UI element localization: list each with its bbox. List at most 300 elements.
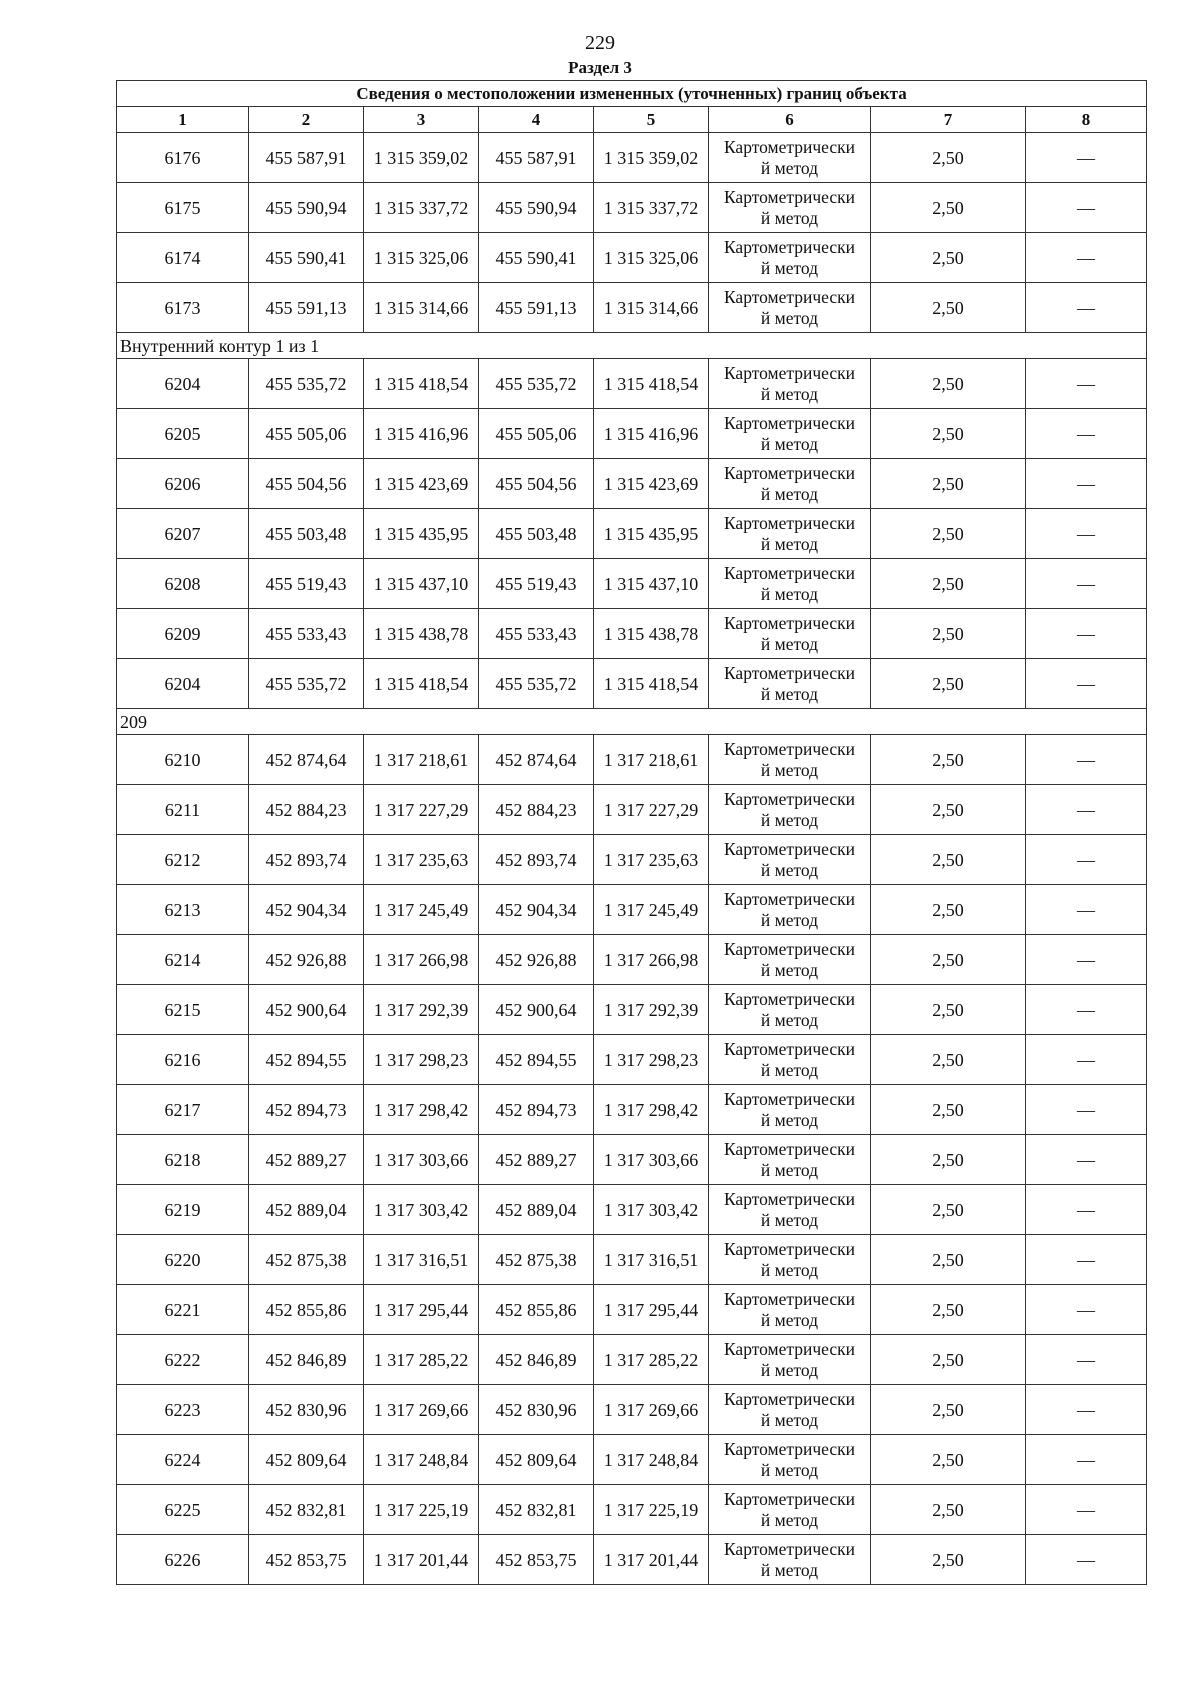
x-existing-cell: 452 894,55 [249, 1035, 364, 1085]
note-cell: — [1026, 233, 1147, 283]
point-number-cell: 6224 [117, 1435, 249, 1485]
x-existing-cell: 452 894,73 [249, 1085, 364, 1135]
method-text-line1: Картометрически [723, 888, 856, 909]
note-cell: — [1026, 985, 1147, 1035]
y-existing-cell: 1 317 303,42 [364, 1185, 479, 1235]
y-existing-cell: 1 315 314,66 [364, 283, 479, 333]
method-text-line1: Картометрически [723, 612, 856, 633]
table-row [117, 559, 1147, 609]
y-existing-cell: 1 317 316,51 [364, 1235, 479, 1285]
x-new-cell: 452 894,73 [479, 1085, 594, 1135]
y-new-cell: 1 317 298,23 [594, 1035, 709, 1085]
y-existing-cell: 1 317 245,49 [364, 885, 479, 935]
x-existing-cell: 455 503,48 [249, 509, 364, 559]
accuracy-cell: 2,50 [871, 1185, 1026, 1235]
method-text-line2: й метод [760, 1159, 819, 1180]
x-existing-cell: 455 533,43 [249, 609, 364, 659]
method-text-line2: й метод [760, 859, 819, 880]
method-text-line2: й метод [760, 157, 819, 178]
table-title: Сведения о местоположении измененных (уточненных) границ объекта [117, 81, 1147, 107]
x-new-cell: 452 889,27 [479, 1135, 594, 1185]
method-text-line2: й метод [760, 1259, 819, 1280]
method-cell [709, 133, 871, 183]
note-cell: — [1026, 659, 1147, 709]
note-cell: — [1026, 735, 1147, 785]
method-text-line1: Картометрически [723, 1438, 856, 1459]
point-number-cell: 6220 [117, 1235, 249, 1285]
column-number: 4 [479, 107, 594, 133]
accuracy-cell: 2,50 [871, 835, 1026, 885]
y-existing-cell: 1 317 225,19 [364, 1485, 479, 1535]
x-existing-cell: 452 874,64 [249, 735, 364, 785]
point-number-cell: 6208 [117, 559, 249, 609]
x-new-cell: 452 889,04 [479, 1185, 594, 1235]
y-existing-cell: 1 317 269,66 [364, 1385, 479, 1435]
table-row [117, 659, 1147, 709]
y-new-cell: 1 315 437,10 [594, 559, 709, 609]
method-cell [709, 985, 871, 1035]
y-new-cell: 1 317 266,98 [594, 935, 709, 985]
y-new-cell: 1 315 337,72 [594, 183, 709, 233]
table-row [117, 409, 1147, 459]
y-new-cell: 1 317 298,42 [594, 1085, 709, 1135]
x-new-cell: 455 504,56 [479, 459, 594, 509]
x-new-cell: 452 846,89 [479, 1335, 594, 1385]
point-number-cell: 6205 [117, 409, 249, 459]
x-new-cell: 455 590,41 [479, 233, 594, 283]
coordinates-table [116, 80, 1147, 1585]
y-existing-cell: 1 317 303,66 [364, 1135, 479, 1185]
y-existing-cell: 1 315 435,95 [364, 509, 479, 559]
note-cell: — [1026, 835, 1147, 885]
x-existing-cell: 452 893,74 [249, 835, 364, 885]
x-new-cell: 452 904,34 [479, 885, 594, 935]
note-cell: — [1026, 885, 1147, 935]
y-existing-cell: 1 317 235,63 [364, 835, 479, 885]
accuracy-cell: 2,50 [871, 609, 1026, 659]
table-row [117, 1385, 1147, 1435]
y-existing-cell: 1 315 418,54 [364, 359, 479, 409]
y-new-cell: 1 315 423,69 [594, 459, 709, 509]
method-text-line1: Картометрически [723, 412, 856, 433]
point-number-cell: 6204 [117, 359, 249, 409]
method-text-line1: Картометрически [723, 1488, 856, 1509]
point-number-cell: 6215 [117, 985, 249, 1035]
note-cell: — [1026, 1535, 1147, 1585]
accuracy-cell: 2,50 [871, 785, 1026, 835]
point-number-cell: 6226 [117, 1535, 249, 1585]
x-existing-cell: 452 875,38 [249, 1235, 364, 1285]
x-new-cell: 455 587,91 [479, 133, 594, 183]
y-new-cell: 1 317 285,22 [594, 1335, 709, 1385]
x-existing-cell: 452 926,88 [249, 935, 364, 985]
accuracy-cell: 2,50 [871, 509, 1026, 559]
y-new-cell: 1 317 316,51 [594, 1235, 709, 1285]
method-text-line2: й метод [760, 683, 819, 704]
method-text-line1: Картометрически [723, 738, 856, 759]
x-existing-cell: 452 889,27 [249, 1135, 364, 1185]
x-existing-cell: 455 590,94 [249, 183, 364, 233]
point-number-cell: 6217 [117, 1085, 249, 1135]
table-row [117, 183, 1147, 233]
x-new-cell: 455 519,43 [479, 559, 594, 609]
y-existing-cell: 1 315 416,96 [364, 409, 479, 459]
y-existing-cell: 1 317 218,61 [364, 735, 479, 785]
method-text-line1: Картометрически [723, 186, 856, 207]
method-cell [709, 785, 871, 835]
method-text-line1: Картометрически [723, 136, 856, 157]
method-text-line1: Картометрически [723, 562, 856, 583]
table-row [117, 133, 1147, 183]
point-number-cell: 6214 [117, 935, 249, 985]
method-cell [709, 885, 871, 935]
point-number-cell: 6222 [117, 1335, 249, 1385]
method-text-line1: Картометрически [723, 788, 856, 809]
x-new-cell: 455 535,72 [479, 659, 594, 709]
accuracy-cell: 2,50 [871, 409, 1026, 459]
method-text-line1: Картометрически [723, 236, 856, 257]
table-row [117, 785, 1147, 835]
point-number-cell: 6174 [117, 233, 249, 283]
method-cell [709, 183, 871, 233]
table-row [117, 1135, 1147, 1185]
y-new-cell: 1 315 314,66 [594, 283, 709, 333]
method-cell [709, 659, 871, 709]
accuracy-cell: 2,50 [871, 183, 1026, 233]
method-text-line2: й метод [760, 207, 819, 228]
table-row [117, 1435, 1147, 1485]
method-text-line2: й метод [760, 1109, 819, 1130]
y-new-cell: 1 317 303,42 [594, 1185, 709, 1235]
y-existing-cell: 1 317 292,39 [364, 985, 479, 1035]
note-cell: — [1026, 1335, 1147, 1385]
method-text-line2: й метод [760, 809, 819, 830]
note-cell: — [1026, 1435, 1147, 1485]
method-cell [709, 1135, 871, 1185]
method-cell [709, 1535, 871, 1585]
method-text-line2: й метод [760, 959, 819, 980]
method-cell [709, 1235, 871, 1285]
note-cell: — [1026, 1385, 1147, 1435]
note-cell: — [1026, 509, 1147, 559]
x-existing-cell: 452 809,64 [249, 1435, 364, 1485]
method-text-line1: Картометрически [723, 1138, 856, 1159]
accuracy-cell: 2,50 [871, 1485, 1026, 1535]
accuracy-cell: 2,50 [871, 1085, 1026, 1135]
method-text-line2: й метод [760, 1209, 819, 1230]
note-cell: — [1026, 359, 1147, 409]
y-new-cell: 1 317 295,44 [594, 1285, 709, 1335]
note-cell: — [1026, 785, 1147, 835]
y-existing-cell: 1 317 298,42 [364, 1085, 479, 1135]
point-number-cell: 6216 [117, 1035, 249, 1085]
point-number-cell: 6223 [117, 1385, 249, 1435]
point-number-cell: 6211 [117, 785, 249, 835]
table-title-row [117, 81, 1147, 107]
section-title: Раздел 3 [568, 58, 632, 77]
accuracy-cell: 2,50 [871, 885, 1026, 935]
accuracy-cell: 2,50 [871, 659, 1026, 709]
accuracy-cell: 2,50 [871, 1285, 1026, 1335]
contour-group-label: 209 [117, 709, 1147, 735]
table-row [117, 985, 1147, 1035]
method-text-line2: й метод [760, 633, 819, 654]
note-cell: — [1026, 283, 1147, 333]
column-number: 5 [594, 107, 709, 133]
x-new-cell: 455 590,94 [479, 183, 594, 233]
note-cell: — [1026, 1135, 1147, 1185]
column-number: 2 [249, 107, 364, 133]
x-new-cell: 455 533,43 [479, 609, 594, 659]
y-new-cell: 1 317 269,66 [594, 1385, 709, 1435]
accuracy-cell: 2,50 [871, 1385, 1026, 1435]
y-existing-cell: 1 317 227,29 [364, 785, 479, 835]
point-number-cell: 6175 [117, 183, 249, 233]
accuracy-cell: 2,50 [871, 1535, 1026, 1585]
x-new-cell: 452 853,75 [479, 1535, 594, 1585]
x-existing-cell: 455 535,72 [249, 359, 364, 409]
method-text-line2: й метод [760, 483, 819, 504]
point-number-cell: 6219 [117, 1185, 249, 1235]
x-new-cell: 455 591,13 [479, 283, 594, 333]
y-new-cell: 1 315 325,06 [594, 233, 709, 283]
y-new-cell: 1 317 248,84 [594, 1435, 709, 1485]
x-new-cell: 452 900,64 [479, 985, 594, 1035]
x-new-cell: 452 809,64 [479, 1435, 594, 1485]
table-row [117, 1035, 1147, 1085]
accuracy-cell: 2,50 [871, 233, 1026, 283]
note-cell: — [1026, 133, 1147, 183]
method-text-line1: Картометрически [723, 362, 856, 383]
note-cell: — [1026, 183, 1147, 233]
method-text-line1: Картометрически [723, 1338, 856, 1359]
method-text-line2: й метод [760, 433, 819, 454]
table-row [117, 1185, 1147, 1235]
point-number-cell: 6213 [117, 885, 249, 935]
accuracy-cell: 2,50 [871, 985, 1026, 1035]
y-new-cell: 1 317 218,61 [594, 735, 709, 785]
method-text-line1: Картометрически [723, 838, 856, 859]
x-existing-cell: 452 830,96 [249, 1385, 364, 1435]
y-new-cell: 1 315 418,54 [594, 359, 709, 409]
method-cell [709, 1485, 871, 1535]
table-row [117, 1335, 1147, 1385]
x-new-cell: 452 875,38 [479, 1235, 594, 1285]
point-number-cell: 6225 [117, 1485, 249, 1535]
method-text-line2: й метод [760, 1059, 819, 1080]
method-cell [709, 1035, 871, 1085]
y-new-cell: 1 317 235,63 [594, 835, 709, 885]
accuracy-cell: 2,50 [871, 935, 1026, 985]
contour-group-row [117, 333, 1147, 359]
column-number: 1 [117, 107, 249, 133]
x-new-cell: 452 926,88 [479, 935, 594, 985]
x-new-cell: 452 894,55 [479, 1035, 594, 1085]
note-cell: — [1026, 1485, 1147, 1535]
column-number: 6 [709, 107, 871, 133]
y-new-cell: 1 317 201,44 [594, 1535, 709, 1585]
x-new-cell: 452 884,23 [479, 785, 594, 835]
column-number: 7 [871, 107, 1026, 133]
point-number-cell: 6204 [117, 659, 249, 709]
note-cell: — [1026, 1035, 1147, 1085]
x-existing-cell: 455 504,56 [249, 459, 364, 509]
column-number-row [117, 107, 1147, 133]
method-cell [709, 935, 871, 985]
accuracy-cell: 2,50 [871, 459, 1026, 509]
method-text-line2: й метод [760, 383, 819, 404]
method-text-line1: Картометрически [723, 1538, 856, 1559]
method-text-line2: й метод [760, 1509, 819, 1530]
y-existing-cell: 1 317 266,98 [364, 935, 479, 985]
method-cell [709, 283, 871, 333]
y-new-cell: 1 317 303,66 [594, 1135, 709, 1185]
method-text-line2: й метод [760, 583, 819, 604]
x-existing-cell: 455 591,13 [249, 283, 364, 333]
accuracy-cell: 2,50 [871, 133, 1026, 183]
method-text-line1: Картометрически [723, 1238, 856, 1259]
x-existing-cell: 452 853,75 [249, 1535, 364, 1585]
method-cell [709, 1185, 871, 1235]
table-row [117, 359, 1147, 409]
method-text-line1: Картометрически [723, 1088, 856, 1109]
method-cell [709, 1335, 871, 1385]
method-text-line2: й метод [760, 533, 819, 554]
x-existing-cell: 452 889,04 [249, 1185, 364, 1235]
method-cell [709, 1085, 871, 1135]
y-existing-cell: 1 315 325,06 [364, 233, 479, 283]
accuracy-cell: 2,50 [871, 283, 1026, 333]
accuracy-cell: 2,50 [871, 1135, 1026, 1185]
column-number: 8 [1026, 107, 1147, 133]
method-text-line1: Картометрически [723, 1288, 856, 1309]
method-cell [709, 459, 871, 509]
y-new-cell: 1 315 418,54 [594, 659, 709, 709]
point-number-cell: 6206 [117, 459, 249, 509]
contour-group-row [117, 709, 1147, 735]
point-number-cell: 6176 [117, 133, 249, 183]
table-row [117, 233, 1147, 283]
x-existing-cell: 455 587,91 [249, 133, 364, 183]
x-existing-cell: 452 884,23 [249, 785, 364, 835]
x-existing-cell: 455 590,41 [249, 233, 364, 283]
y-existing-cell: 1 315 437,10 [364, 559, 479, 609]
method-cell [709, 735, 871, 785]
method-cell [709, 835, 871, 885]
method-text-line2: й метод [760, 1559, 819, 1580]
accuracy-cell: 2,50 [871, 1235, 1026, 1285]
note-cell: — [1026, 559, 1147, 609]
method-text-line2: й метод [760, 1459, 819, 1480]
y-existing-cell: 1 317 295,44 [364, 1285, 479, 1335]
y-new-cell: 1 315 435,95 [594, 509, 709, 559]
y-new-cell: 1 315 359,02 [594, 133, 709, 183]
x-new-cell: 455 503,48 [479, 509, 594, 559]
y-new-cell: 1 315 416,96 [594, 409, 709, 459]
accuracy-cell: 2,50 [871, 1435, 1026, 1485]
x-new-cell: 455 505,06 [479, 409, 594, 459]
note-cell: — [1026, 1185, 1147, 1235]
y-existing-cell: 1 317 285,22 [364, 1335, 479, 1385]
y-existing-cell: 1 315 418,54 [364, 659, 479, 709]
method-text-line2: й метод [760, 909, 819, 930]
y-new-cell: 1 317 245,49 [594, 885, 709, 935]
method-text-line1: Картометрически [723, 988, 856, 1009]
method-text-line1: Картометрически [723, 286, 856, 307]
accuracy-cell: 2,50 [871, 1335, 1026, 1385]
method-cell [709, 359, 871, 409]
accuracy-cell: 2,50 [871, 359, 1026, 409]
note-cell: — [1026, 609, 1147, 659]
x-new-cell: 452 830,96 [479, 1385, 594, 1435]
table-row [117, 1235, 1147, 1285]
method-text-line1: Картометрически [723, 938, 856, 959]
table-row [117, 283, 1147, 333]
y-new-cell: 1 317 225,19 [594, 1485, 709, 1535]
method-text-line2: й метод [760, 1009, 819, 1030]
x-new-cell: 452 832,81 [479, 1485, 594, 1535]
table-row [117, 1085, 1147, 1135]
table-row [117, 1535, 1147, 1585]
method-text-line1: Картометрически [723, 512, 856, 533]
accuracy-cell: 2,50 [871, 1035, 1026, 1085]
note-cell: — [1026, 1235, 1147, 1285]
table-row [117, 509, 1147, 559]
x-existing-cell: 452 832,81 [249, 1485, 364, 1535]
method-text-line2: й метод [760, 257, 819, 278]
x-new-cell: 452 855,86 [479, 1285, 594, 1335]
y-new-cell: 1 317 227,29 [594, 785, 709, 835]
note-cell: — [1026, 409, 1147, 459]
method-text-line2: й метод [760, 759, 819, 780]
note-cell: — [1026, 1285, 1147, 1335]
column-number: 3 [364, 107, 479, 133]
table-row [117, 735, 1147, 785]
point-number-cell: 6221 [117, 1285, 249, 1335]
point-number-cell: 6218 [117, 1135, 249, 1185]
page-number: 229 [585, 32, 615, 54]
table-row [117, 885, 1147, 935]
y-new-cell: 1 317 292,39 [594, 985, 709, 1035]
method-cell [709, 1435, 871, 1485]
table-row [117, 459, 1147, 509]
x-existing-cell: 452 846,89 [249, 1335, 364, 1385]
y-existing-cell: 1 317 298,23 [364, 1035, 479, 1085]
method-text-line1: Картометрически [723, 1388, 856, 1409]
x-new-cell: 452 874,64 [479, 735, 594, 785]
method-cell [709, 559, 871, 609]
point-number-cell: 6212 [117, 835, 249, 885]
y-existing-cell: 1 315 337,72 [364, 183, 479, 233]
y-existing-cell: 1 315 359,02 [364, 133, 479, 183]
point-number-cell: 6210 [117, 735, 249, 785]
y-existing-cell: 1 315 423,69 [364, 459, 479, 509]
y-existing-cell: 1 315 438,78 [364, 609, 479, 659]
y-existing-cell: 1 317 201,44 [364, 1535, 479, 1585]
method-cell [709, 1285, 871, 1335]
method-text-line2: й метод [760, 307, 819, 328]
accuracy-cell: 2,50 [871, 735, 1026, 785]
method-cell [709, 409, 871, 459]
table-row [117, 935, 1147, 985]
x-existing-cell: 452 904,34 [249, 885, 364, 935]
point-number-cell: 6173 [117, 283, 249, 333]
table-row [117, 1285, 1147, 1335]
method-cell [709, 609, 871, 659]
point-number-cell: 6209 [117, 609, 249, 659]
method-cell [709, 233, 871, 283]
method-text-line2: й метод [760, 1309, 819, 1330]
